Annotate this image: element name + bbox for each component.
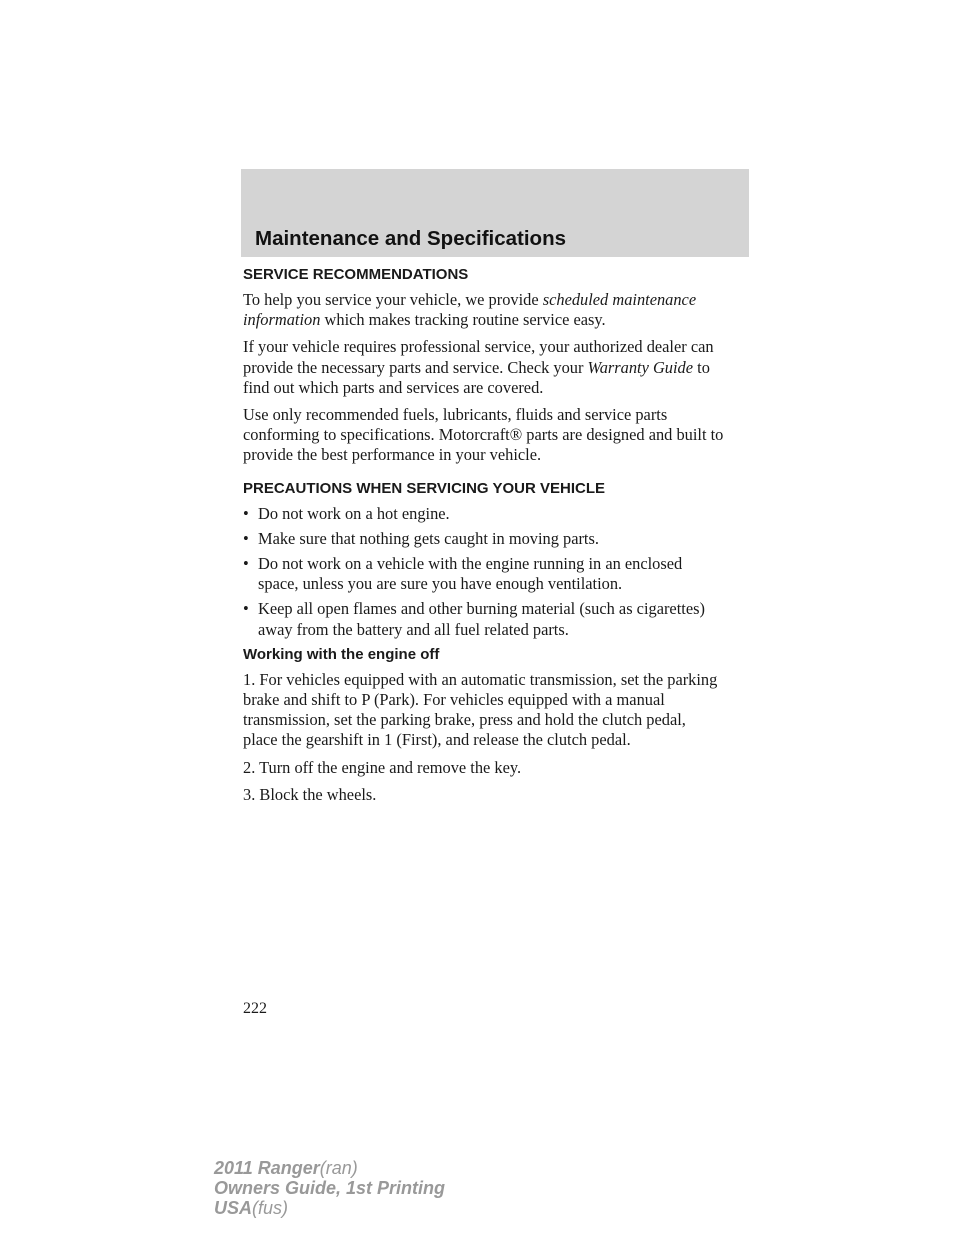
print-footer xyxy=(214,1158,445,1218)
paragraph-line: If your vehicle requires professional service, your authorized dealer can xyxy=(243,337,714,357)
paragraph-line xyxy=(243,358,749,378)
text-run: which makes tracking routine service easy. xyxy=(324,310,606,330)
footer-code: (fus) xyxy=(252,1198,289,1218)
list-item-text: Keep all open flames and other burning material (such as cigarettes) xyxy=(258,599,705,619)
paragraph-line: find out which parts and services are covered. xyxy=(243,377,544,397)
list-item-text: Do not work on a hot engine. xyxy=(258,503,450,523)
paragraph-line: provide the best performance in your vehicle. xyxy=(243,445,542,465)
heading-service-recommendations: SERVICE RECOMMENDATIONS xyxy=(243,266,469,283)
footer-line xyxy=(214,1178,445,1198)
page-content xyxy=(243,265,749,812)
paragraph-line: brake and shift to P (Park). For vehicles equipped with a manual xyxy=(243,690,665,710)
step-1 xyxy=(243,670,749,751)
paragraph-line xyxy=(243,310,749,330)
paragraph-line: conforming to specifications. Motorcraft® parts are designed and built to xyxy=(243,425,724,445)
paragraph-recommended-parts xyxy=(243,405,749,466)
paragraph-line: Use only recommended fuels, lubricants, fluids and service parts xyxy=(243,405,668,425)
emphasis-text: scheduled maintenance xyxy=(542,290,697,309)
text-run: provide the necessary parts and service. Check your xyxy=(243,357,588,377)
footer-market: USA xyxy=(214,1198,253,1218)
page-number: 222 xyxy=(243,1000,267,1017)
paragraph-line: place the gearshift in 1 (First), and release the clutch pedal. xyxy=(243,730,631,750)
bullet-icon: • xyxy=(243,554,249,574)
paragraph-line xyxy=(243,290,749,310)
precautions-list xyxy=(243,504,749,640)
paragraph-line: 3. Block the wheels. xyxy=(243,784,377,804)
list-item-text: Do not work on a vehicle with the engine running in an enclosed xyxy=(258,554,683,574)
heading-engine-off: Working with the engine off xyxy=(243,645,440,663)
footer-line xyxy=(214,1198,445,1218)
paragraph-line: 1. For vehicles equipped with an automatic transmission, set the parking xyxy=(243,669,718,689)
list-item-text: space, unless you are sure you have enough ventilation. xyxy=(258,574,623,594)
step-2 xyxy=(243,758,749,778)
heading-precautions: PRECAUTIONS WHEN SERVICING YOUR VEHICLE xyxy=(243,479,605,497)
list-item xyxy=(243,529,749,549)
section-header-band xyxy=(241,169,749,257)
list-item xyxy=(243,599,749,639)
footer-printing: Owners Guide, 1st Printing xyxy=(214,1178,446,1198)
step-3 xyxy=(243,785,749,805)
paragraph-line: transmission, set the parking brake, press and hold the clutch pedal, xyxy=(243,710,686,730)
bullet-icon: • xyxy=(243,528,249,548)
warranty-guide-ref: Warranty Guide xyxy=(587,357,694,377)
text-run: to xyxy=(697,357,710,377)
footer-code: (ran) xyxy=(319,1158,358,1178)
bullet-icon: • xyxy=(243,503,249,523)
paragraph-professional-service xyxy=(243,337,749,398)
footer-model: 2011 Ranger xyxy=(214,1158,320,1178)
paragraph-line: 2. Turn off the engine and remove the key. xyxy=(243,757,522,777)
list-item xyxy=(243,504,749,524)
paragraph-service-intro xyxy=(243,290,749,330)
emphasis-text: information xyxy=(243,310,321,330)
section-title: Maintenance and Specifications xyxy=(255,227,566,250)
list-item-text: away from the battery and all fuel related parts. xyxy=(258,619,569,639)
bullet-icon: • xyxy=(243,599,249,619)
list-item xyxy=(243,554,749,594)
list-item-text: Make sure that nothing gets caught in moving parts. xyxy=(258,528,599,548)
footer-line xyxy=(214,1158,445,1178)
text-run: To help you service your vehicle, we provide xyxy=(243,290,543,309)
